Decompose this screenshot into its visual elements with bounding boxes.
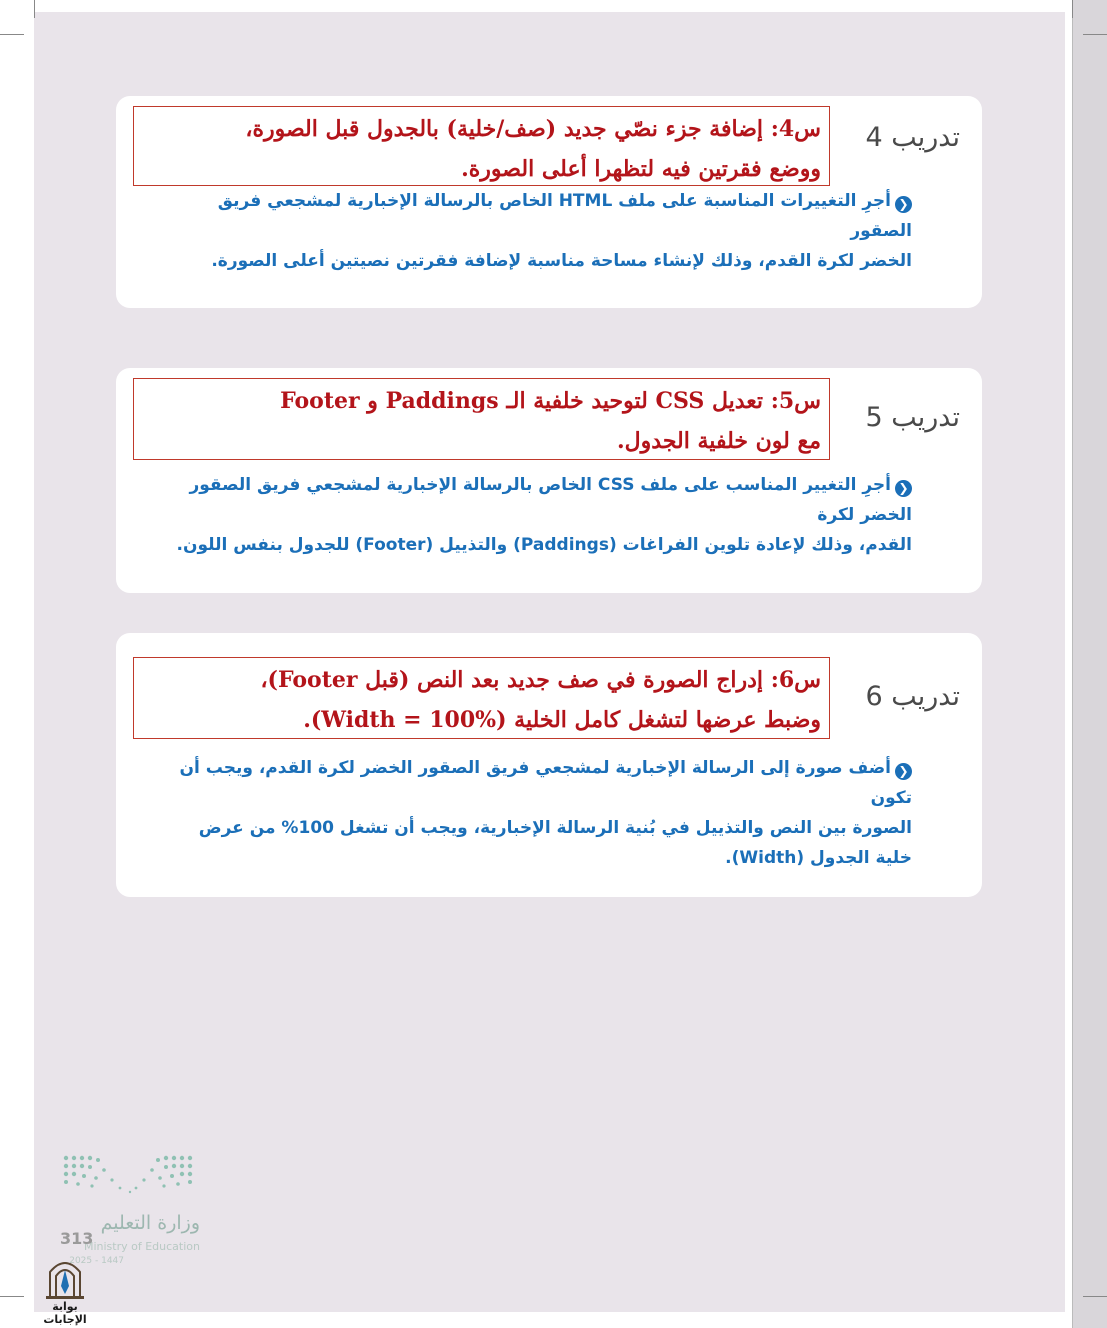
- instruction-text: [164, 470, 912, 560]
- ministry-dots-icon: [60, 1152, 200, 1202]
- site-name: بوابة الإجابات: [43, 1300, 87, 1326]
- crop-mark: [1083, 1296, 1107, 1297]
- exercise-label: تدريب 5: [865, 402, 960, 433]
- instruction-text: [164, 186, 912, 276]
- instruction-text: [164, 753, 912, 873]
- exercise-card-6: [116, 633, 982, 897]
- instruction-line: الخضر لكرة القدم، وذلك لإنشاء مساحة مناسبة لإضافة فقرتين نصيتين أعلى الصورة.: [211, 251, 912, 271]
- ministry-logo: [60, 1152, 200, 1272]
- question-line: مع لون خلفية الجدول.: [617, 428, 821, 454]
- question-line: ووضع فقرتين فيه لتظهرا أعلى الصورة.: [461, 156, 821, 182]
- crop-mark: [1083, 34, 1107, 35]
- question-line: س4: إضافة جزء نصّي جديد (صف/خلية) بالجدول قبل الصورة،: [245, 116, 821, 142]
- question-box: [133, 657, 830, 739]
- instruction-line: خلية الجدول (Width).: [725, 848, 912, 868]
- instruction-line: أضف صورة إلى الرسالة الإخبارية لمشجعي فريق الصقور الخضر لكرة القدم، ويجب أن تكون: [179, 758, 912, 808]
- question-box: [133, 378, 830, 460]
- question-line: س5: تعديل CSS لتوحيد خلفية الـ Paddings و Footer: [280, 388, 821, 414]
- instruction-line: أجرِ التغييرات المناسبة على ملف HTML الخاص بالرسالة الإخبارية لمشجعي فريق الصقور: [217, 191, 912, 241]
- site-logo: [30, 1256, 100, 1326]
- page-edge: [1072, 0, 1107, 1328]
- exercise-label: تدريب 6: [865, 681, 960, 712]
- page-number: 313: [60, 1229, 94, 1248]
- instruction-line: أجرِ التغيير المناسب على ملف CSS الخاص بالرسالة الإخبارية لمشجعي فريق الصقور الخضر لكرة: [189, 475, 912, 525]
- ministry-name-arabic: وزارة التعليم: [100, 1212, 200, 1234]
- exercise-card-4: [116, 96, 982, 308]
- crop-mark: [0, 34, 24, 35]
- crop-mark: [0, 1296, 24, 1297]
- edition-year: 2025 - 1447: [69, 1256, 124, 1266]
- exercise-label: تدريب 4: [865, 122, 960, 153]
- chevron-bullet-icon: ❮: [895, 196, 912, 213]
- ministry-name-english: Ministry of Education: [83, 1240, 200, 1253]
- question-line: س6: إدراج الصورة في صف جديد بعد النص (قبل Footer)،: [260, 667, 821, 693]
- chevron-bullet-icon: ❮: [895, 480, 912, 497]
- chevron-bullet-icon: ❮: [895, 763, 912, 780]
- question-box: [133, 106, 830, 186]
- instruction-line: القدم، وذلك لإعادة تلوين الفراغات (Paddings) والتذييل (Footer) للجدول بنفس اللون.: [176, 535, 912, 555]
- crop-mark: [1072, 0, 1073, 18]
- exercise-card-5: [116, 368, 982, 593]
- site-emblem-icon: [30, 1256, 100, 1300]
- question-line: وضبط عرضها لتشغل كامل الخلية (Width = 100%).: [303, 707, 821, 733]
- crop-mark: [34, 0, 35, 18]
- instruction-line: الصورة بين النص والتذييل في بُنية الرسالة الإخبارية، ويجب أن تشغل 100% من عرض: [198, 818, 912, 838]
